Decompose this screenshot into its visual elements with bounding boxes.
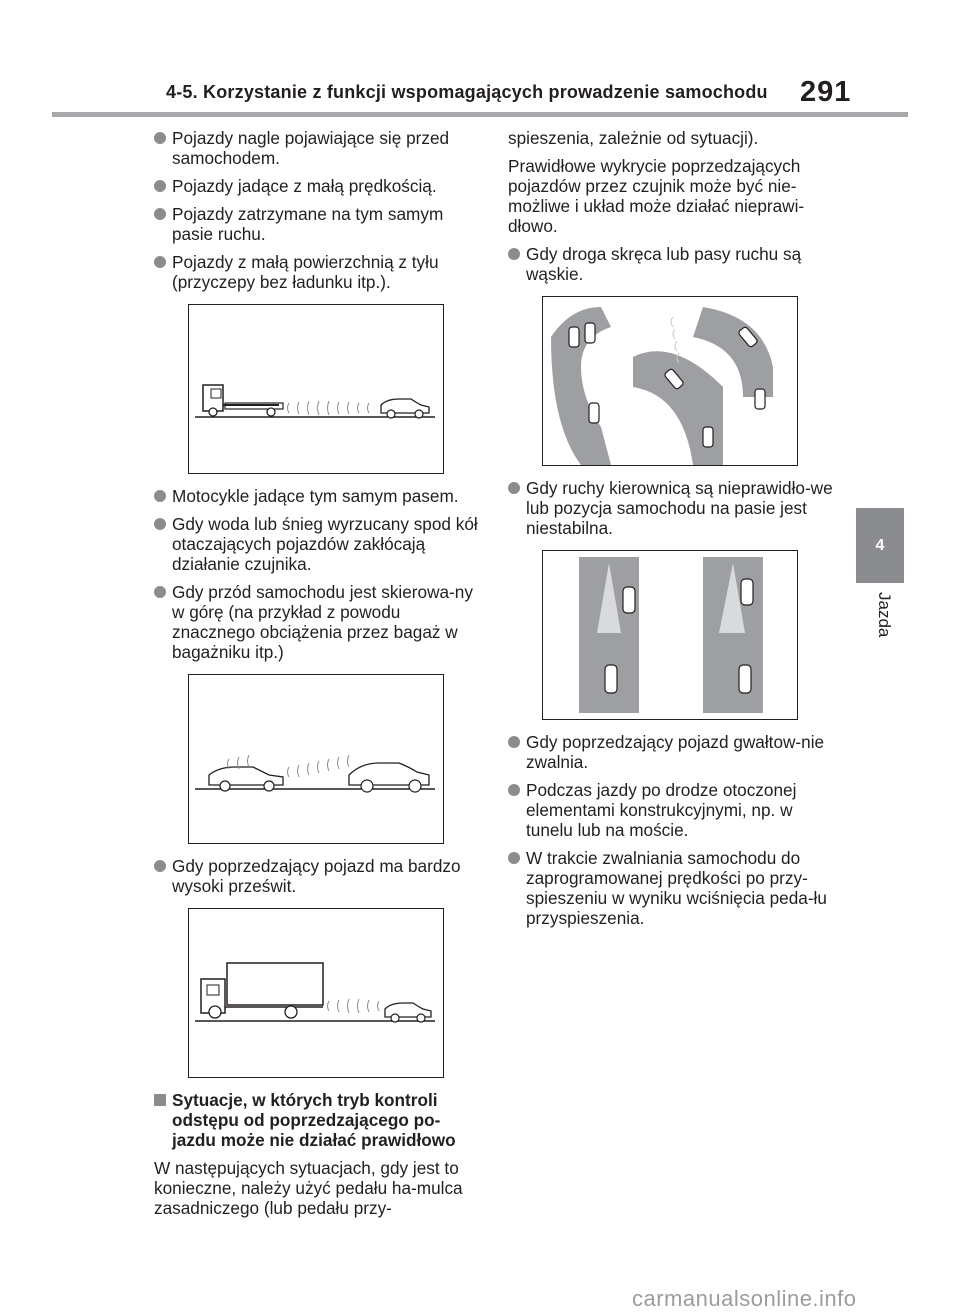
bullet-icon <box>154 208 166 220</box>
bullet-icon <box>508 482 520 494</box>
chapter-tab[interactable] <box>856 508 904 583</box>
bullet-icon <box>508 248 520 260</box>
figure-trailer <box>188 304 444 474</box>
list-item: W trakcie zwalniania samochodu do zaprogramowanej prędkości po przy-spieszeniu w wyniku wciśnięcia peda-łu przyspieszenia. <box>508 848 838 928</box>
list-item: Gdy droga skręca lub pasy ruchu są wąskie. <box>508 244 838 284</box>
figure-high-clearance-truck <box>188 908 444 1078</box>
page-header-title: 4-5. Korzystanie z funkcji wspomagających prowadzenie samochodu <box>166 82 768 102</box>
figure-car-nose-up <box>188 674 444 844</box>
list-item: Motocykle jadące tym samym pasem. <box>154 486 484 506</box>
body-paragraph: Prawidłowe wykrycie poprzedzających pojazdów przez czujnik może być nie-możliwe i układ może działać nieprawi-dłowo. <box>508 156 805 236</box>
list-item: Pojazdy jadące z małą prędkością. <box>154 176 484 196</box>
bullet-icon <box>154 180 166 192</box>
figure-curved-roads <box>542 296 798 466</box>
section-heading: Sytuacje, w których tryb kontroli odstępu od poprzedzającego po-jazdu może nie działać prawidłowo <box>154 1090 484 1150</box>
chapter-tab-label: Jazda <box>875 592 894 638</box>
page-number: 291 <box>800 76 852 108</box>
list-item: Gdy ruchy kierownicą są nieprawidło-we lub pozycja samochodu na pasie jest niestabilna. <box>508 478 838 538</box>
list-item: Pojazdy zatrzymane na tym samym pasie ruchu. <box>154 204 484 244</box>
list-item: Pojazdy nagle pojawiające się przed samochodem. <box>154 128 484 168</box>
bullet-icon <box>154 586 166 598</box>
list-item: Pojazdy z małą powierzchnią z tyłu (przyczepy bez ładunku itp.). <box>154 252 484 292</box>
bullet-icon <box>154 132 166 144</box>
bullet-icon <box>154 256 166 268</box>
bullet-icon <box>154 860 166 872</box>
chapter-tab-number: 4 <box>875 536 885 554</box>
list-item: Gdy przód samochodu jest skierowa-ny w górę (na przykład z powodu znacznego obciążenia przez bagaż w bagażniku itp.) <box>154 582 484 662</box>
list-item: Gdy poprzedzający pojazd gwałtow-nie zwalnia. <box>508 732 838 772</box>
list-item: Podczas jazdy po drodze otoczonej elementami konstrukcyjnymi, np. w tunelu lub na moście. <box>508 780 838 840</box>
list-item: Gdy poprzedzający pojazd ma bardzo wysoki prześwit. <box>154 856 484 896</box>
bullet-icon <box>508 784 520 796</box>
bullet-icon <box>154 490 166 502</box>
header-rule <box>52 112 908 117</box>
bullet-icon <box>508 736 520 748</box>
body-paragraph: W następujących sytuacjach, gdy jest to konieczne, należy użyć pedału ha-mulca zasadniczego (lub pedału przy- <box>154 1158 463 1218</box>
left-column <box>154 128 484 1226</box>
bullet-icon <box>154 518 166 530</box>
list-item: Gdy woda lub śnieg wyrzucany spod kół otaczających pojazdów zakłócają działanie czujnika. <box>154 514 484 574</box>
watermark: carmanualsonline.info <box>632 1286 857 1311</box>
figure-unstable-lane <box>542 550 798 720</box>
bullet-icon <box>508 852 520 864</box>
body-paragraph: spieszenia, zależnie od sytuacji). <box>508 128 759 148</box>
square-bullet-icon <box>154 1094 166 1106</box>
right-column <box>508 128 838 936</box>
